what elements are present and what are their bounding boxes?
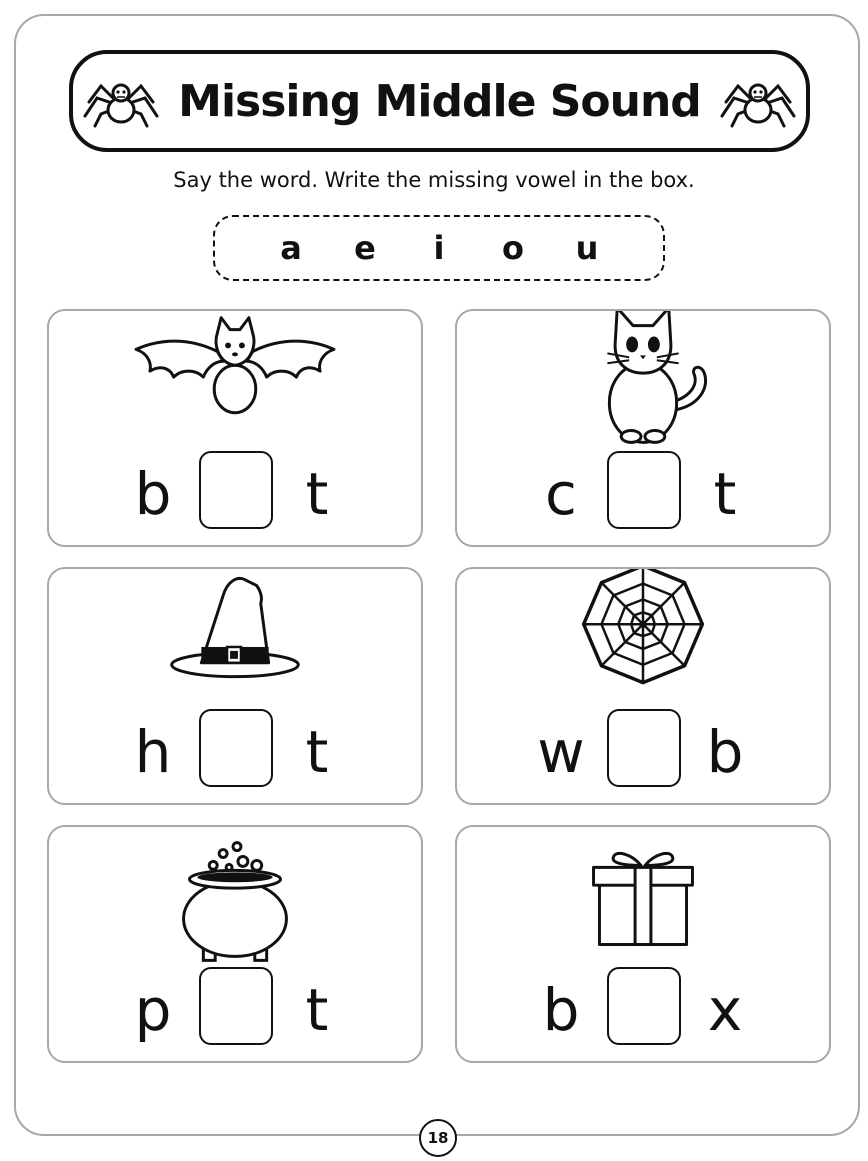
vowel-bank [213, 215, 665, 281]
first-letter: c [545, 460, 577, 528]
word-row [457, 451, 829, 531]
page-number: 18 [419, 1119, 457, 1157]
first-letter: w [537, 718, 585, 786]
cat-icon [457, 311, 829, 461]
word-row [49, 967, 421, 1047]
instruction-text: Say the word. Write the missing vowel in the box. [173, 168, 695, 192]
spider-icon [81, 60, 161, 140]
word-row [457, 967, 829, 1047]
last-letter: t [305, 976, 329, 1044]
word-card-bat [47, 309, 423, 547]
first-letter: p [134, 976, 172, 1044]
answer-box[interactable] [607, 451, 681, 529]
answer-box[interactable] [199, 451, 273, 529]
cauldron-icon [49, 827, 421, 977]
vowel-o: o [502, 229, 524, 267]
page-title: Missing Middle Sound [178, 75, 701, 127]
word-row [49, 709, 421, 789]
spider-web-icon [457, 569, 829, 719]
title-banner [69, 50, 810, 152]
answer-box[interactable] [607, 967, 681, 1045]
vowel-i: i [433, 229, 445, 267]
last-letter: t [713, 460, 737, 528]
word-row [457, 709, 829, 789]
bat-icon [49, 311, 421, 461]
last-letter: b [706, 718, 744, 786]
word-card-cat [455, 309, 831, 547]
word-row [49, 451, 421, 531]
word-card-box [455, 825, 831, 1063]
first-letter: h [134, 718, 172, 786]
vowel-e: e [354, 229, 376, 267]
first-letter: b [542, 976, 580, 1044]
first-letter: b [134, 460, 172, 528]
vowel-u: u [575, 229, 599, 267]
answer-box[interactable] [199, 709, 273, 787]
word-card-web [455, 567, 831, 805]
word-card-pot [47, 825, 423, 1063]
answer-box[interactable] [199, 967, 273, 1045]
vowel-a: a [280, 229, 302, 267]
last-letter: x [707, 976, 743, 1044]
witch-hat-icon [49, 569, 421, 719]
answer-box[interactable] [607, 709, 681, 787]
last-letter: t [305, 718, 329, 786]
word-card-hat [47, 567, 423, 805]
last-letter: t [305, 460, 329, 528]
spider-icon [718, 60, 798, 140]
gift-box-icon [457, 827, 829, 977]
